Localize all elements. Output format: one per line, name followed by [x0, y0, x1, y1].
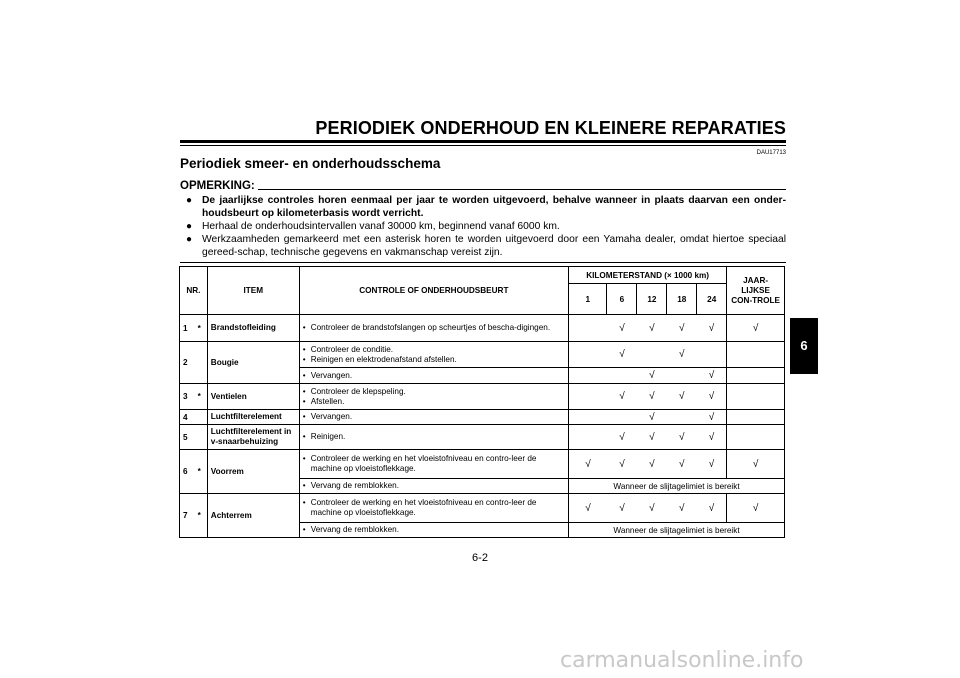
row-star — [198, 342, 208, 384]
check-cell: √ — [697, 368, 727, 384]
row-nr: 7 — [180, 494, 198, 538]
check-cell — [607, 368, 637, 384]
reference-code: DAU17713 — [756, 150, 786, 156]
check-cell: √ — [667, 384, 697, 410]
row-star: * — [198, 450, 208, 494]
note-item — [186, 220, 786, 233]
note-rule — [252, 189, 786, 190]
check-cell — [569, 342, 607, 368]
header-km-1: 1 — [569, 284, 607, 315]
row-nr: 3 — [180, 384, 198, 410]
row-action: • Controleer de brandstofslangen op scheurtjes of bescha-digingen. — [299, 315, 568, 342]
bullet-icon: ● — [186, 221, 193, 232]
row-action: • Controleer de klepspeling. • Afstellen. — [299, 384, 568, 410]
row-nr: 5 — [180, 425, 198, 450]
table-row — [180, 384, 785, 410]
check-cell: √ — [637, 384, 667, 410]
check-cell: √ — [697, 425, 727, 450]
chapter-tab: 6 — [790, 318, 818, 374]
check-cell: √ — [637, 410, 667, 425]
table-row — [180, 450, 785, 479]
row-item: Bougie — [207, 342, 299, 384]
note-list — [186, 194, 786, 259]
row-action: • Controleer de werking en het vloeistofniveau en contro-leer de machine op vloeistoflekkage. — [299, 494, 568, 523]
page-header-title: PERIODIEK ONDERHOUD EN KLEINERE REPARATIES — [315, 118, 786, 138]
check-cell: √ — [569, 450, 607, 479]
check-cell: √ — [607, 342, 637, 368]
note-text: Herhaal de onderhoudsintervallen vanaf 30000 km, beginnend vanaf 6000 km. — [202, 221, 560, 232]
check-cell: √ — [637, 494, 667, 523]
check-cell — [569, 384, 607, 410]
check-cell: √ — [697, 384, 727, 410]
header-km-6: 6 — [607, 284, 637, 315]
row-action: • Controleer de werking en het vloeistofniveau en contro-leer de machine op vloeistoflekkage. — [299, 450, 568, 479]
maintenance-schedule-table — [179, 266, 785, 538]
check-cell: √ — [667, 450, 697, 479]
check-cell: √ — [697, 410, 727, 425]
note-item — [186, 233, 786, 259]
check-cell: √ — [667, 425, 697, 450]
row-action: • Vervang de remblokken. — [299, 479, 568, 494]
table-row — [180, 342, 785, 368]
page-number: 6-2 — [472, 552, 488, 564]
table-row — [180, 425, 785, 450]
wear-limit-text: Wanneer de slijtagelimiet is bereikt — [569, 479, 785, 494]
row-star: * — [198, 494, 208, 538]
header-annual: JAAR-LIJKSE CON-TROLE — [727, 267, 785, 315]
check-cell-annual — [727, 425, 785, 450]
note-item — [186, 194, 786, 220]
section-title: Periodiek smeer- en onderhoudsschema — [180, 156, 441, 171]
check-cell-annual: √ — [727, 450, 785, 479]
note-bottom-rule — [180, 262, 786, 263]
check-cell — [637, 342, 667, 368]
check-cell — [697, 342, 727, 368]
check-cell-annual: √ — [727, 315, 785, 342]
check-cell-annual — [727, 384, 785, 410]
watermark: carmanualsonline.info — [560, 648, 804, 673]
bullet-icon: ● — [186, 195, 193, 206]
header-rule — [180, 140, 786, 143]
note-label: OPMERKING: — [180, 180, 258, 192]
check-cell — [569, 425, 607, 450]
row-item: Voorrem — [207, 450, 299, 494]
check-cell-annual — [727, 410, 785, 425]
header-nr: NR. — [180, 267, 208, 315]
row-nr: 6 — [180, 450, 198, 494]
check-cell: √ — [607, 425, 637, 450]
table-row — [180, 494, 785, 523]
note-text: Werkzaamheden gemarkeerd met een asterisk horen te worden uitgevoerd door een Yamaha dealer, omdat hiertoe speciaal gereed-schap, technische gegevens en vakmanschap vereist zijn. — [202, 234, 786, 258]
check-cell-annual — [727, 368, 785, 384]
check-cell: √ — [637, 368, 667, 384]
check-cell: √ — [697, 450, 727, 479]
check-cell: √ — [697, 315, 727, 342]
check-cell: √ — [697, 494, 727, 523]
row-star — [198, 410, 208, 425]
header-km-24: 24 — [697, 284, 727, 315]
table-row — [180, 410, 785, 425]
check-cell: √ — [607, 494, 637, 523]
header-km-12: 12 — [637, 284, 667, 315]
row-nr: 1 — [180, 315, 198, 342]
row-item: Ventielen — [207, 384, 299, 410]
note-text: De jaarlijkse controles horen eenmaal per jaar te worden uitgevoerd, behalve wanneer in plaats daarvan een onder-houdsbeurt op kilometerbasis wordt verricht. — [202, 195, 786, 219]
check-cell: √ — [607, 315, 637, 342]
check-cell — [667, 368, 697, 384]
row-action: • Vervangen. — [299, 368, 568, 384]
row-action: • Reinigen. — [299, 425, 568, 450]
check-cell — [607, 410, 637, 425]
check-cell — [667, 410, 697, 425]
header-km: KILOMETERSTAND (× 1000 km) — [569, 267, 727, 284]
check-cell-annual — [727, 342, 785, 368]
row-item: Luchtfilterelement — [207, 410, 299, 425]
check-cell: √ — [637, 450, 667, 479]
row-item: Achterrem — [207, 494, 299, 538]
row-nr: 2 — [180, 342, 198, 384]
check-cell: √ — [667, 342, 697, 368]
check-cell: √ — [637, 315, 667, 342]
check-cell — [569, 315, 607, 342]
check-cell — [569, 368, 607, 384]
wear-limit-text: Wanneer de slijtagelimiet is bereikt — [569, 523, 785, 538]
row-nr: 4 — [180, 410, 198, 425]
check-cell: √ — [667, 315, 697, 342]
row-action: • Controleer de conditie. • Reinigen en elektrodenafstand afstellen. — [299, 342, 568, 368]
check-cell: √ — [607, 450, 637, 479]
row-item: Luchtfilterelement in v-snaarbehuizing — [207, 425, 299, 450]
table-header-row — [180, 267, 785, 284]
row-star: * — [198, 315, 208, 342]
check-cell: √ — [637, 425, 667, 450]
check-cell: √ — [607, 384, 637, 410]
bullet-icon: ● — [186, 234, 193, 245]
header-km-18: 18 — [667, 284, 697, 315]
row-action: • Vervangen. — [299, 410, 568, 425]
row-item: Brandstofleiding — [207, 315, 299, 342]
row-star: * — [198, 384, 208, 410]
table-row — [180, 315, 785, 342]
row-star — [198, 425, 208, 450]
check-cell — [569, 410, 607, 425]
check-cell: √ — [667, 494, 697, 523]
check-cell-annual: √ — [727, 494, 785, 523]
check-cell: √ — [569, 494, 607, 523]
header-item: ITEM — [207, 267, 299, 315]
header-rule-thin — [180, 145, 786, 146]
header-check: CONTROLE OF ONDERHOUDSBEURT — [299, 267, 568, 315]
row-action: • Vervang de remblokken. — [299, 523, 568, 538]
